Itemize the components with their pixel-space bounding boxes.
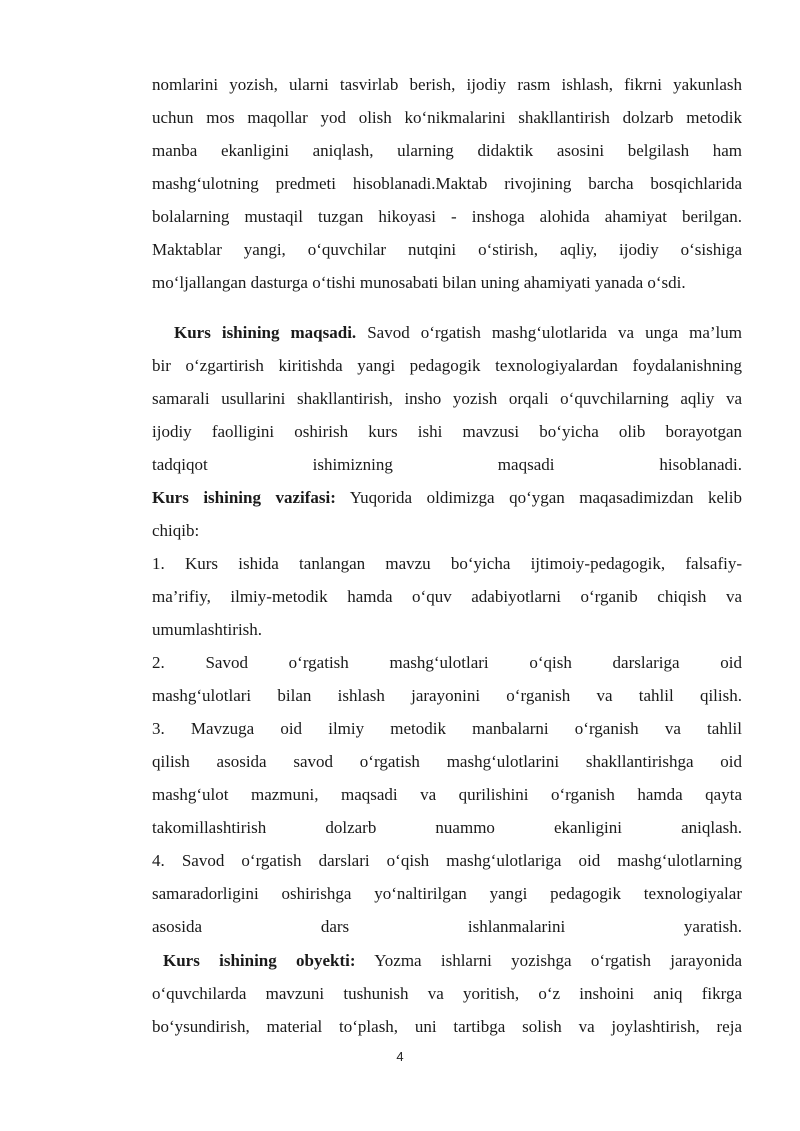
tasks-line: chiqib: — [152, 521, 200, 540]
task-3-line-1: 3. Mavzuga oid ilmiy metodik manbalarni o‘rganish va tahlil — [152, 719, 742, 738]
task-1-line-3: umumlashtirish. — [152, 620, 263, 639]
goal-line-4: ijodiy faolligini oshirish kurs ishi mavzusi bo‘yicha olib borayotgan — [152, 422, 742, 441]
intro-line-2: uchun mos maqollar yod olish ko‘nikmalarini shakllantirish dolzarb metodik — [152, 108, 742, 127]
intro-line-5: bolalarning mustaqil tuzgan hikoyasi - inshoga alohida ahamiyat berilgan. — [152, 207, 742, 226]
task-1-line-2: ma’rifiy, ilmiy-metodik hamda o‘quv adabiyotlarni o‘rganib chiqish va — [152, 587, 742, 606]
task-2-line-2: mashg‘ulotlari bilan ishlash jarayonini o‘rganish va tahlil qilish. — [152, 686, 742, 705]
task-4-line-2: samaradorligini oshirishga yo‘naltirilgan yangi pedagogik texnologiyalar — [152, 884, 742, 903]
intro-line-3: manba ekanligini aniqlash, ularning didaktik asosini belgilash ham — [152, 141, 742, 160]
tasks-heading: Kurs ishining vazifasi: — [152, 488, 336, 507]
intro-line-7: mo‘ljallangan dasturga o‘tishi munosabati bilan uning ahamiyati yanada o‘sdi. — [152, 273, 686, 292]
task-4-line-1: 4. Savod o‘rgatish darslari o‘qish mashg‘ulotlariga oid mashg‘ulotlarning — [152, 851, 742, 870]
task-3-line-3: mashg‘ulot mazmuni, maqsadi va qurilishini o‘rganish hamda qayta — [152, 785, 742, 804]
task-4-line-3: asosida dars ishlanmalarini yaratish. — [152, 917, 742, 936]
goal-heading: Kurs ishining maqsadi. — [174, 323, 357, 342]
object-first-line — [163, 950, 742, 972]
object-line-3: bo‘ysundirish, material to‘plash, uni tartibga solish va joylashtirish, reja — [152, 1017, 742, 1036]
object-first-line-text: Yozma ishlarni yozishga o‘rgatish jarayonida — [374, 951, 742, 970]
task-1-line-1: 1. Kurs ishida tanlangan mavzu bo‘yicha ijtimoiy-pedagogik, falsafiy- — [152, 554, 742, 573]
goal-line-2: bir o‘zgartirish kiritishda yangi pedagogik texnologiyalardan foydalanishning — [152, 356, 742, 375]
intro-line-6: Maktablar yangi, o‘quvchilar nutqini o‘stirish, aqliy, ijodiy o‘sishiga — [152, 240, 742, 259]
task-3-line-4: takomillashtirish dolzarb nuammo ekanligini aniqlash. — [152, 818, 742, 837]
goal-line-3: samarali usullarini shakllantirish, insho yozish orqali o‘quvchilarning aqliy va — [152, 389, 742, 408]
goal-first-line-text: Savod o‘rgatish mashg‘ulotlarida va unga ma’lum — [367, 323, 743, 342]
goal-line-5: tadqiqot ishimizning maqsadi hisoblanadi. — [152, 455, 742, 474]
object-line-2: o‘quvchilarda mavzuni tushunish va yoritish, o‘z inshoini aniq fikrga — [152, 984, 742, 1003]
page-number: 4 — [396, 1049, 404, 1064]
intro-line-4: mashg‘ulotning predmeti hisoblanadi.Maktab rivojining barcha bosqichlarida — [152, 174, 742, 193]
task-3-line-2: qilish asosida savod o‘rgatish mashg‘ulotlarini shakllantirishga oid — [152, 752, 742, 771]
tasks-first-line — [152, 487, 742, 509]
object-heading: Kurs ishining obyekti: — [163, 951, 356, 970]
tasks-first-line-text: Yuqorida oldimizga qo‘ygan maqasadimizdan kelib — [349, 488, 742, 507]
task-2-line-1: 2. Savod o‘rgatish mashg‘ulotlari o‘qish darslariga oid — [152, 653, 742, 672]
goal-first-line — [174, 322, 742, 344]
intro-line-1: nomlarini yozish, ularni tasvirlab berish, ijodiy rasm ishlash, fikrni yakunlash — [152, 75, 742, 94]
